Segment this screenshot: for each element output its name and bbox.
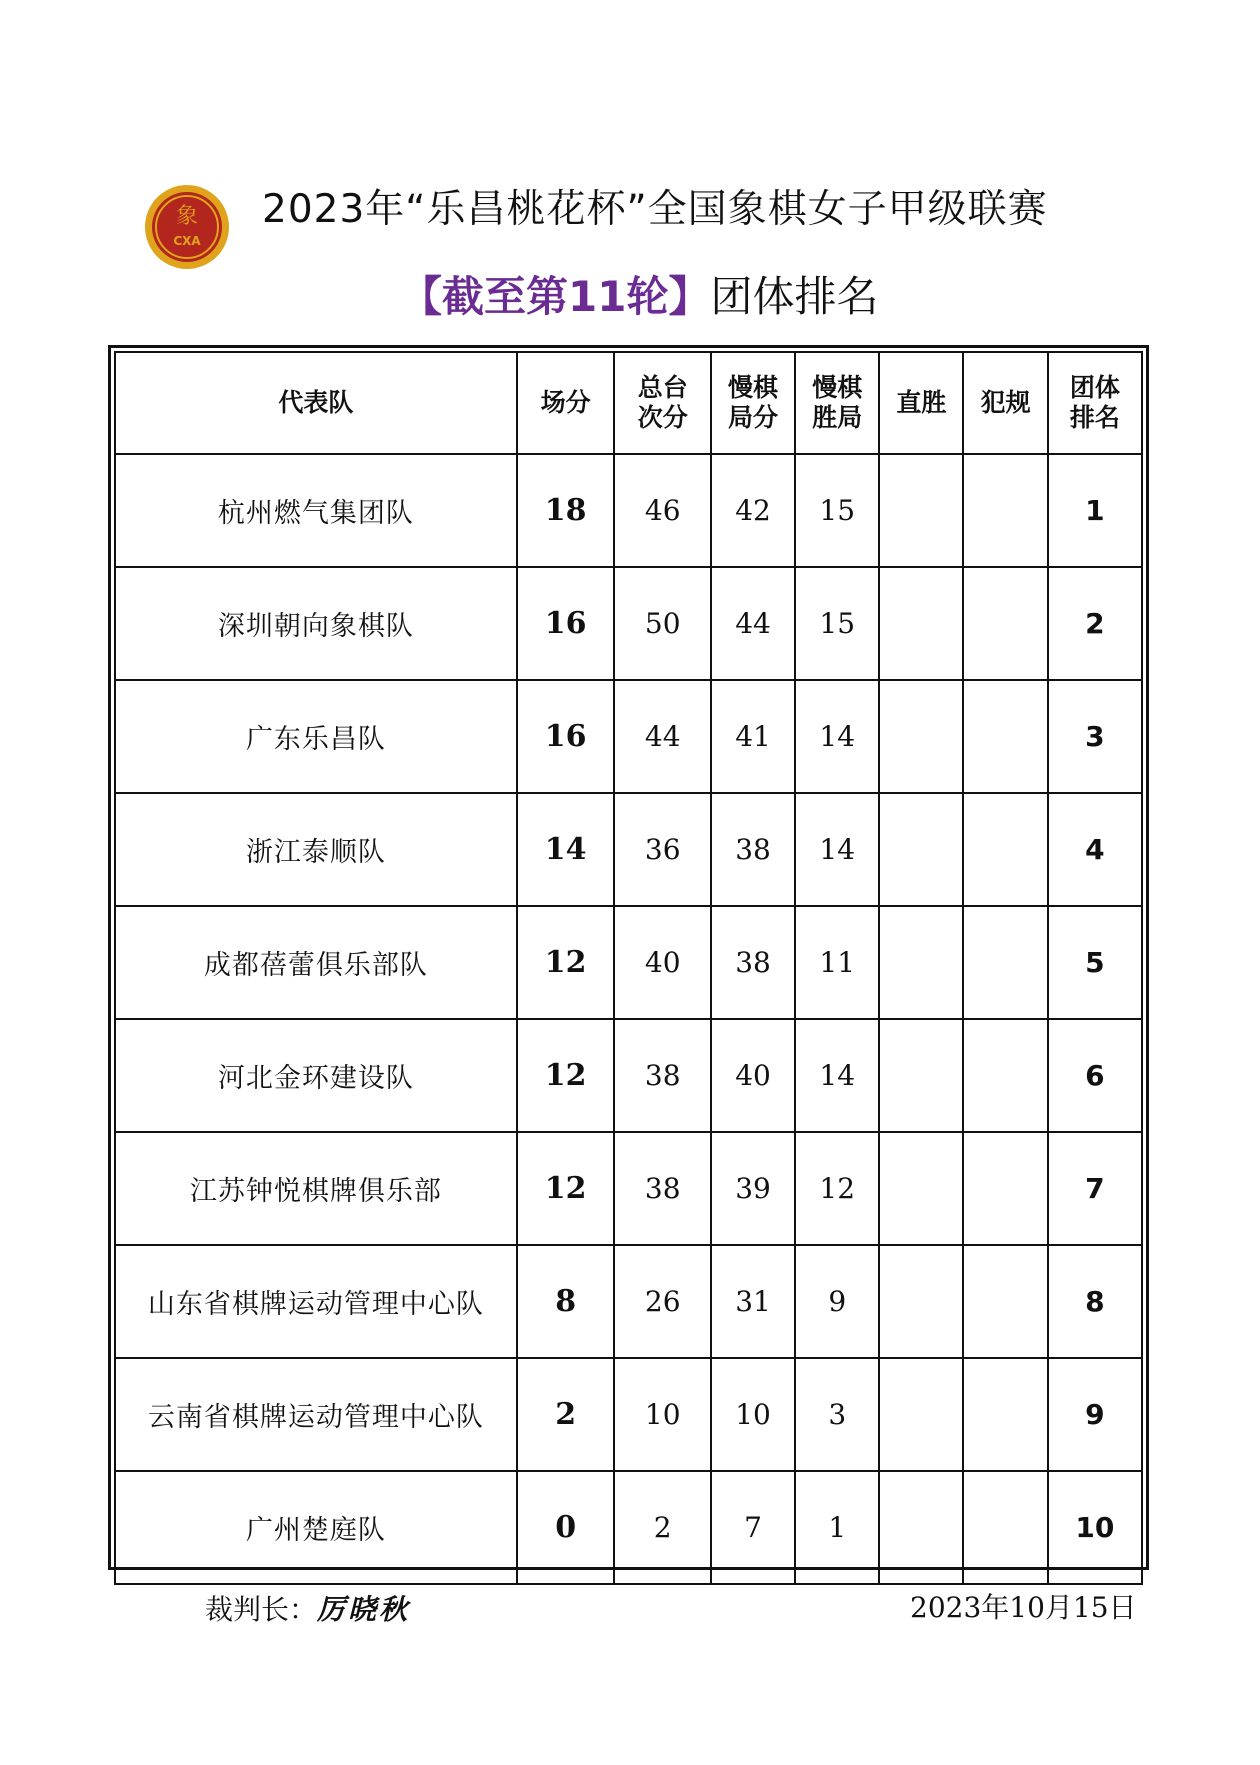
match-points-cell: 12: [517, 906, 615, 1019]
total-board-points-cell: 46: [614, 454, 711, 567]
slow-game-wins-cell: 14: [795, 793, 879, 906]
table-row: [115, 1358, 1142, 1471]
direct-wins-cell: [879, 793, 963, 906]
slow-game-wins-cell: 1: [795, 1471, 879, 1584]
team-cell: 河北金环建设队: [115, 1019, 517, 1132]
team-cell: 杭州燃气集团队: [115, 454, 517, 567]
match-points-cell: 12: [517, 1019, 615, 1132]
team-cell: 成都蓓蕾俱乐部队: [115, 906, 517, 1019]
col-header-direct-wins: 直胜: [879, 352, 963, 454]
direct-wins-cell: [879, 567, 963, 680]
table-row: [115, 1245, 1142, 1358]
total-board-points-cell: 36: [614, 793, 711, 906]
fouls-cell: [963, 1019, 1047, 1132]
direct-wins-cell: [879, 1358, 963, 1471]
fouls-cell: [963, 906, 1047, 1019]
slow-game-wins-cell: 15: [795, 454, 879, 567]
team-cell: 浙江泰顺队: [115, 793, 517, 906]
team-cell: 山东省棋牌运动管理中心队: [115, 1245, 517, 1358]
direct-wins-cell: [879, 1019, 963, 1132]
slow-game-wins-cell: 15: [795, 567, 879, 680]
total-board-points-cell: 50: [614, 567, 711, 680]
slow-game-wins-cell: 12: [795, 1132, 879, 1245]
direct-wins-cell: [879, 680, 963, 793]
direct-wins-cell: [879, 454, 963, 567]
total-board-points-cell: 10: [614, 1358, 711, 1471]
team-rank-cell: 9: [1048, 1358, 1142, 1471]
team-rank-cell: 6: [1048, 1019, 1142, 1132]
ranking-table-frame: [108, 345, 1149, 1570]
match-points-cell: 8: [517, 1245, 615, 1358]
fouls-cell: [963, 454, 1047, 567]
slow-game-wins-cell: 3: [795, 1358, 879, 1471]
team-rank-cell: 10: [1048, 1471, 1142, 1584]
fouls-cell: [963, 1358, 1047, 1471]
fouls-cell: [963, 1132, 1047, 1245]
team-rank-cell: 8: [1048, 1245, 1142, 1358]
page-title: 2023年“乐昌桃花杯”全国象棋女子甲级联赛: [262, 187, 1048, 232]
team-cell: 深圳朝向象棋队: [115, 567, 517, 680]
total-board-points-cell: 26: [614, 1245, 711, 1358]
report-date: 2023年10月15日: [910, 1591, 1137, 1624]
slow-game-wins-cell: 14: [795, 680, 879, 793]
fouls-cell: [963, 1471, 1047, 1584]
table-row: [115, 454, 1142, 567]
col-header-match-points: 场分: [517, 352, 615, 454]
col-header-team-rank: 团体 排名: [1048, 352, 1142, 454]
match-points-cell: 14: [517, 793, 615, 906]
slow-game-points-cell: 10: [711, 1358, 795, 1471]
fouls-cell: [963, 793, 1047, 906]
slow-game-points-cell: 38: [711, 906, 795, 1019]
team-cell: 广东乐昌队: [115, 680, 517, 793]
team-rank-cell: 2: [1048, 567, 1142, 680]
col-header-fouls: 犯规: [963, 352, 1047, 454]
direct-wins-cell: [879, 1132, 963, 1245]
slow-game-points-cell: 39: [711, 1132, 795, 1245]
fouls-cell: [963, 567, 1047, 680]
direct-wins-cell: [879, 1471, 963, 1584]
total-board-points-cell: 40: [614, 906, 711, 1019]
direct-wins-cell: [879, 1245, 963, 1358]
referee-label: 裁判长：: [205, 1593, 318, 1626]
logo-text: CXA: [173, 234, 201, 248]
slow-game-points-cell: 7: [711, 1471, 795, 1584]
total-board-points-cell: 44: [614, 680, 711, 793]
table-row: [115, 1132, 1142, 1245]
cxa-logo: [143, 183, 231, 271]
col-header-slow-game-wins: 慢棋 胜局: [795, 352, 879, 454]
match-points-cell: 16: [517, 680, 615, 793]
table-row: [115, 567, 1142, 680]
slow-game-points-cell: 40: [711, 1019, 795, 1132]
table-header-row: [115, 352, 1142, 454]
total-board-points-cell: 2: [614, 1471, 711, 1584]
table-row: [115, 1019, 1142, 1132]
col-header-slow-game-points: 慢棋 局分: [711, 352, 795, 454]
total-board-points-cell: 38: [614, 1132, 711, 1245]
slow-game-points-cell: 41: [711, 680, 795, 793]
total-board-points-cell: 38: [614, 1019, 711, 1132]
match-points-cell: 2: [517, 1358, 615, 1471]
table-row: [115, 906, 1142, 1019]
logo-char: 象: [175, 204, 199, 229]
slow-game-points-cell: 42: [711, 454, 795, 567]
team-rank-cell: 5: [1048, 906, 1142, 1019]
direct-wins-cell: [879, 906, 963, 1019]
slow-game-points-cell: 38: [711, 793, 795, 906]
match-points-cell: 16: [517, 567, 615, 680]
slow-game-wins-cell: 11: [795, 906, 879, 1019]
referee-line: [205, 1588, 410, 1628]
slow-game-points-cell: 44: [711, 567, 795, 680]
team-rank-cell: 1: [1048, 454, 1142, 567]
team-cell: 云南省棋牌运动管理中心队: [115, 1358, 517, 1471]
table-row: [115, 793, 1142, 906]
match-points-cell: 12: [517, 1132, 615, 1245]
team-cell: 广州楚庭队: [115, 1471, 517, 1584]
table-row: [115, 680, 1142, 793]
referee-name: 厉晓秋: [317, 1593, 411, 1626]
slow-game-wins-cell: 9: [795, 1245, 879, 1358]
ranking-table: [114, 351, 1143, 1585]
team-rank-cell: 3: [1048, 680, 1142, 793]
fouls-cell: [963, 680, 1047, 793]
team-cell: 江苏钟悦棋牌俱乐部: [115, 1132, 517, 1245]
page-subtitle: [400, 264, 920, 324]
subtitle-round: 【截至第11轮】: [400, 272, 711, 321]
subtitle-main: 团体排名: [710, 272, 879, 321]
match-points-cell: 18: [517, 454, 615, 567]
col-header-total-board-points: 总台 次分: [614, 352, 711, 454]
match-points-cell: 0: [517, 1471, 615, 1584]
slow-game-wins-cell: 14: [795, 1019, 879, 1132]
table-row: [115, 1471, 1142, 1584]
col-header-team: 代表队: [115, 352, 517, 454]
team-rank-cell: 4: [1048, 793, 1142, 906]
team-rank-cell: 7: [1048, 1132, 1142, 1245]
slow-game-points-cell: 31: [711, 1245, 795, 1358]
fouls-cell: [963, 1245, 1047, 1358]
